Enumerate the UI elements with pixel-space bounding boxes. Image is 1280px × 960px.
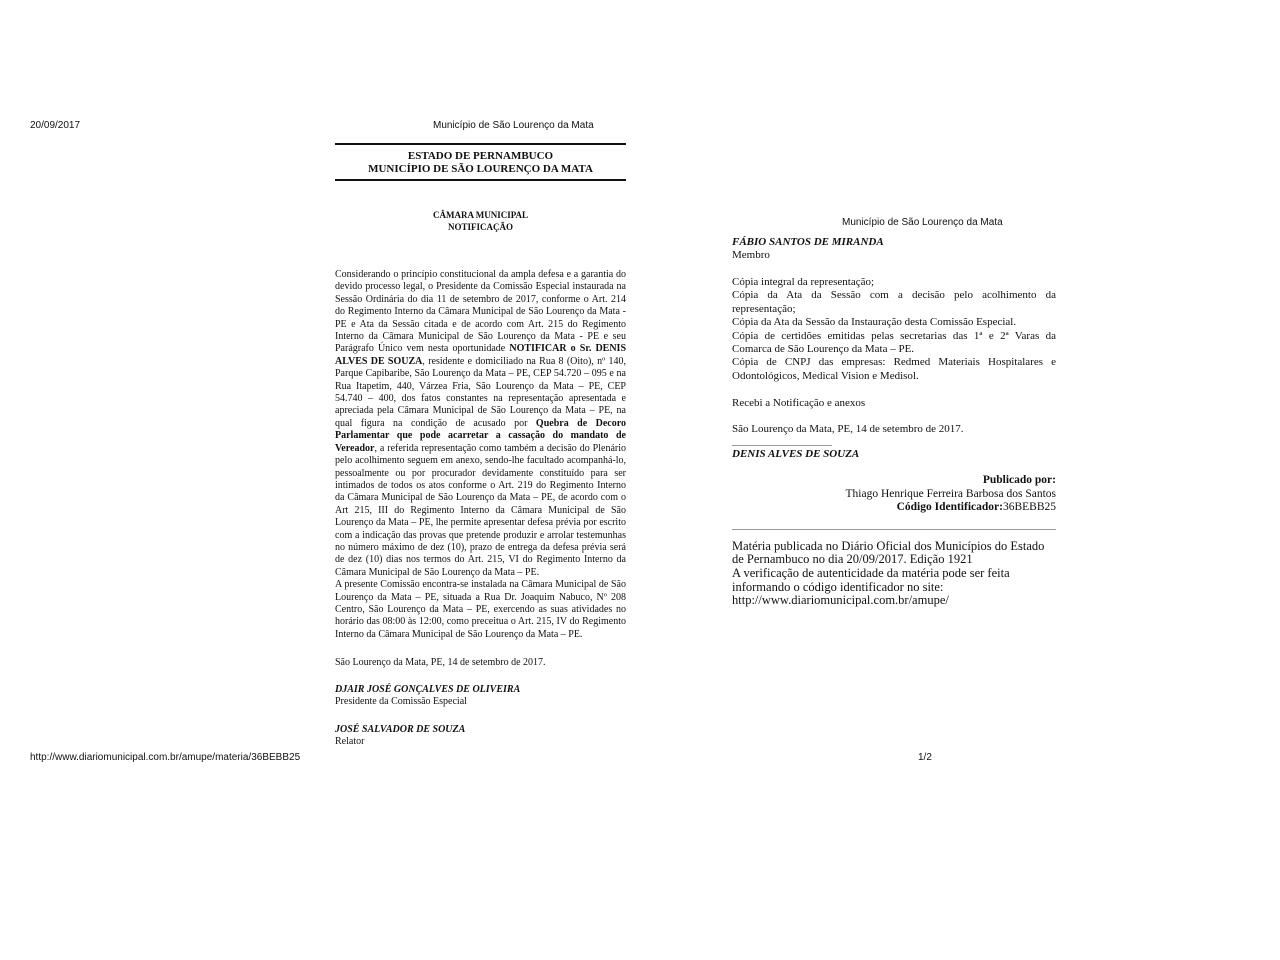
para1-part-c: , residente e domiciliado na Rua 8 (Oito), nº 140, Parque Capibaribe, São Lourenço da Mata – PE, CEP 54.720 – 095 e na Rua Itapetim, 440, Várzea Fria, São Lourenço da Mata – PE, CEP 54.740 – 400, dos fatos constantes na representação apresentada e apreciada pela Câmara Municipal de São Lourenço da Mata – PE, na qual figura na condição de acusado por (335, 355, 627, 429)
footnote-line: A verificação de autenticidade da matéria pode ser feita informando o código identificador no site: (732, 565, 1010, 594)
attachment-item: Cópia da Ata da Sessão com a decisão pelo acolhimento da representação; (732, 289, 1056, 315)
print-page-number: 1/2 (918, 752, 932, 763)
document-heading (335, 209, 626, 233)
notification-page-left (335, 143, 626, 748)
para1-charge-bold: Quebra de Decoro Parlamentar que pode acarretar a cassação do mandato de Vereador (335, 417, 627, 454)
signer-role-president: Presidente da Comissão Especial (335, 696, 467, 708)
code-label: Código Identificador: (896, 501, 1003, 514)
right-page-header: Município de São Lourenço da Mata (842, 217, 1003, 228)
state-header (335, 145, 626, 179)
footnote-url: http://www.diariomunicipal.com.br/amupe/ (732, 593, 949, 608)
municipality-name: MUNICÍPIO DE SÃO LOURENÇO DA MATA (368, 163, 593, 175)
para1-part-a: Considerando o princípio constitucional da ampla defesa e a garantia do devido processo legal, o Presidente da Comissão Especial instaurada na Sessão Ordinária do dia 11 de setembro de 2017, conforme o Art. 214 do Regimento Interno da Câmara Municipal de São Lourenço da Mata - PE e Ata da Sessão citada e de acordo com Art. 215 do Regimento Interno da Câmara Municipal de São Lourenço da Mata - PE e seu Parágrafo Único vem nesta oportunidade (335, 269, 626, 355)
notification-page-right (732, 236, 1056, 608)
attachment-item: Cópia de certidões emitidas pelas secretarias das 1ª e 2ª Varas da Comarca de São Lourenço da Mata – PE. (732, 329, 1056, 356)
para1-part-e: , a referida representação como também a decisão do Plenário pelo acolhimento seguem em anexo, sendo-lhe facultado acompanhá-lo, pessoalmente ou por procurador devidamente constituído para ser intimados de todos os atos conforme o Art. 219 do Regimento Interno da Câmara Municipal de São Lourenço da Mata – PE, de acordo com o Art 215, III do Regimento Interno da Câmara Municipal de São Lourenço da Mata – PE, lhe permite apresentar defesa prévia por escrito com a indicação das provas que pretende produzir e arrolar testemunhas no número máximo de dez (10), prazo de entrega da defesa prévia será de dez (10) dias nos termos do Art. 215, VI do Regimento Interno da Câmara Municipal de São Lourenço da Mata – PE. (335, 442, 626, 578)
publication-block (732, 474, 1056, 515)
footnote-divider (732, 529, 1056, 530)
signer-name-member: FÁBIO SANTOS DE MIRANDA (732, 236, 884, 248)
paragraph-2: A presente Comissão encontra-se instalada na Câmara Municipal de São Lourenço da Mata – PE, situada a Rua Dr. Joaquim Nabuco, Nº 208 Centro, São Lourenço da Mata – PE, exercendo as suas atividades no horário das 08:00 às 12:00, como preceitua o Art. 215, IV do Regimento Interno da Câmara Municipal de São Lourenço da Mata – PE. (335, 579, 626, 640)
signature-line (732, 445, 832, 446)
attachments-list (732, 276, 1056, 383)
recipient-name: DENIS ALVES DE SOUZA (732, 448, 860, 461)
received-statement: Recebi a Notificação e anexos (732, 397, 866, 410)
published-by-name: Thiago Henrique Ferreira Barbosa dos Santos (845, 487, 1056, 500)
paragraph-1 (335, 269, 626, 579)
right-date-line: São Lourenço da Mata, PE, 14 de setembro de 2017. (732, 423, 964, 436)
attachment-item: Cópia integral da representação; (732, 276, 875, 288)
print-date: 20/09/2017 (30, 120, 81, 131)
footnote-line: Matéria publicada no Diário Oficial dos Municípios do Estado de Pernambuco no dia 20/09/2017. Edição 1921 (732, 538, 1045, 567)
state-name: ESTADO DE PERNAMBUCO (407, 150, 554, 162)
left-date-line: São Lourenço da Mata, PE, 14 de setembro de 2017. (335, 657, 546, 669)
code-value: 36BEBB25 (1002, 501, 1056, 514)
published-by-label: Publicado por: (982, 474, 1056, 487)
signer-name-rapporteur: JOSÉ SALVADOR DE SOUZA (335, 724, 466, 736)
attachment-item: Cópia da Ata da Sessão da Instauração desta Comissão Especial. (732, 316, 1017, 329)
header-rule-bottom (335, 179, 626, 181)
print-footer-url: http://www.diariomunicipal.com.br/amupe/materia/36BEBB25 (30, 752, 301, 763)
para1-notify-bold: NOTIFICAR o Sr. DENIS ALVES DE SOUZA (335, 343, 627, 367)
publication-footnote (732, 540, 1056, 608)
chamber-label: CÂMARA MUNICIPAL (432, 210, 529, 220)
print-header-title: Município de São Lourenço da Mata (433, 120, 594, 131)
attachment-item: Cópia de CNPJ das empresas: Redmed Materiais Hospitalares e Odontológicos, Medical Vision e Medisol. (732, 356, 1056, 382)
signer-role-member: Membro (732, 249, 770, 261)
signer-role-rapporteur: Relator (335, 736, 365, 748)
document-type: NOTIFICAÇÃO (447, 222, 513, 232)
notification-body (335, 269, 626, 641)
signer-name-president: DJAIR JOSÉ GONÇALVES DE OLIVEIRA (335, 684, 521, 696)
